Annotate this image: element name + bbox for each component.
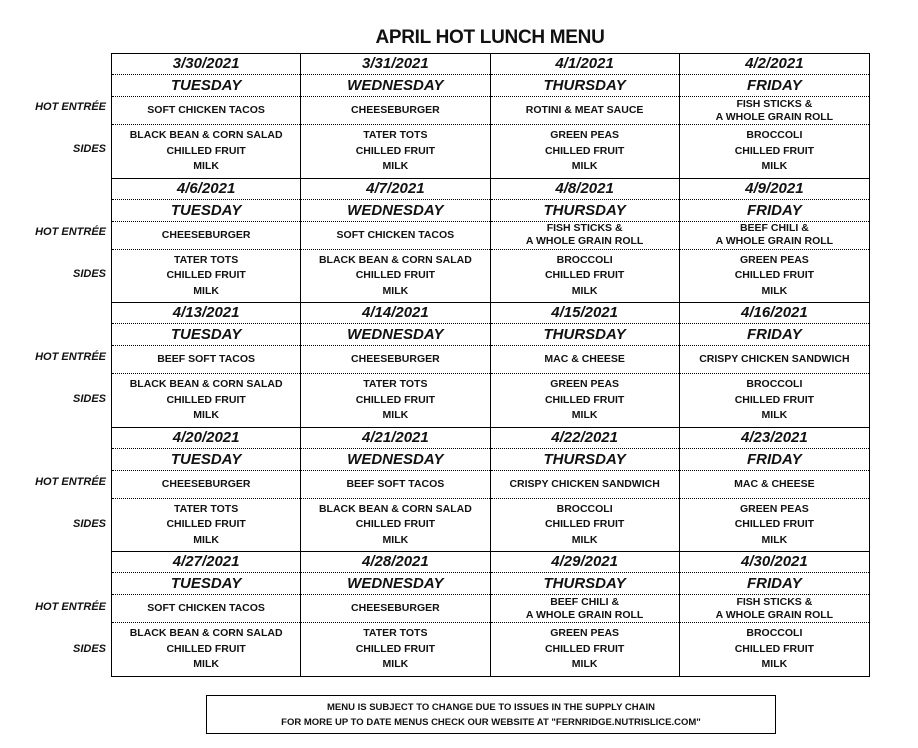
side-item: CHILLED FRUIT — [544, 393, 625, 406]
day-cell — [301, 54, 490, 178]
day-cell — [301, 303, 490, 427]
side-item: CHILLED FRUIT — [166, 518, 246, 530]
day-cell — [301, 552, 490, 676]
entree-item: BEEF CHILI & — [739, 222, 809, 234]
footer-line-2: FOR MORE UP TO DATE MENUS CHECK OUR WEBSITE AT "FERNRIDGE.NUTRISLICE.COM" — [281, 716, 701, 728]
sides-cell — [680, 499, 869, 552]
date-label: 4/28/2021 — [301, 552, 489, 573]
side-item: BROCCOLI — [556, 502, 613, 515]
week-row — [112, 179, 869, 304]
sides-cell — [491, 499, 679, 552]
entree-item: CHEESEBURGER — [161, 228, 251, 241]
entree-item: SOFT CHICKEN TACOS — [147, 602, 265, 614]
entree-cell — [301, 346, 489, 374]
date-label: 4/23/2021 — [680, 428, 869, 449]
entree-item: A WHOLE GRAIN ROLL — [715, 608, 834, 621]
side-item: BLACK BEAN & CORN SALAD — [318, 253, 472, 266]
weekday-label: FRIDAY — [680, 75, 869, 97]
week-row — [112, 54, 869, 179]
date-label: 4/9/2021 — [680, 179, 869, 200]
date-label: 4/21/2021 — [301, 428, 489, 449]
day-cell — [112, 54, 301, 178]
sides-cell — [112, 250, 300, 303]
sides-label: SIDES — [72, 268, 106, 280]
entree-cell — [680, 595, 869, 623]
side-item: TATER TOTS — [174, 253, 239, 266]
side-item: CHILLED FRUIT — [734, 518, 815, 530]
weekday-label: TUESDAY — [112, 75, 300, 97]
sides-cell — [680, 623, 869, 676]
side-item: GREEN PEAS — [739, 502, 809, 515]
side-item: GREEN PEAS — [739, 253, 809, 266]
weekday-label: THURSDAY — [491, 200, 679, 222]
side-item: MILK — [571, 409, 598, 421]
sides-cell — [112, 623, 300, 676]
day-cell — [491, 54, 680, 178]
side-item: CHILLED FRUIT — [166, 144, 246, 157]
side-item: CHILLED FRUIT — [544, 642, 625, 655]
entree-cell — [491, 222, 679, 250]
entree-item: A WHOLE GRAIN ROLL — [715, 110, 834, 123]
day-cell — [112, 552, 301, 676]
date-label: 4/7/2021 — [301, 179, 489, 200]
entree-item: FISH STICKS & — [546, 222, 623, 234]
sides-label: SIDES — [72, 393, 106, 405]
hot-entree-label: HOT ENTRÉE — [35, 476, 106, 488]
week-row — [112, 552, 869, 677]
date-label: 4/30/2021 — [680, 552, 869, 573]
date-label: 4/6/2021 — [112, 179, 300, 200]
day-cell — [680, 179, 869, 303]
side-item: TATER TOTS — [174, 502, 239, 515]
week-row — [112, 303, 869, 428]
side-item: CHILLED FRUIT — [544, 518, 625, 530]
date-label: 3/31/2021 — [301, 54, 489, 75]
entree-item: A WHOLE GRAIN ROLL — [525, 608, 644, 621]
side-item: TATER TOTS — [363, 129, 428, 141]
sides-cell — [112, 374, 300, 427]
side-item: BLACK BEAN & CORN SALAD — [129, 627, 283, 639]
day-cell — [680, 428, 869, 552]
side-item: MILK — [382, 409, 409, 421]
entree-cell — [112, 222, 300, 250]
weekday-label: WEDNESDAY — [301, 573, 489, 595]
day-cell — [491, 179, 680, 303]
entree-item: MAC & CHEESE — [544, 353, 625, 365]
weekday-label: TUESDAY — [112, 573, 300, 595]
date-label: 4/16/2021 — [680, 303, 869, 324]
side-item: CHILLED FRUIT — [166, 642, 246, 655]
date-label: 3/30/2021 — [112, 54, 300, 75]
side-item: MILK — [761, 284, 788, 297]
sides-cell — [491, 623, 679, 676]
side-item: GREEN PEAS — [550, 378, 620, 390]
day-cell — [491, 303, 680, 427]
menu-grid — [111, 53, 870, 677]
weekday-label: TUESDAY — [112, 449, 300, 471]
day-cell — [301, 179, 490, 303]
entree-item: CHEESEBURGER — [351, 602, 440, 614]
side-item: MILK — [571, 658, 598, 670]
side-item: MILK — [571, 533, 598, 546]
side-item: MILK — [571, 160, 598, 172]
sides-cell — [680, 250, 869, 303]
date-label: 4/29/2021 — [491, 552, 679, 573]
sides-cell — [680, 125, 869, 178]
side-item: BLACK BEAN & CORN SALAD — [129, 378, 283, 390]
side-item: CHILLED FRUIT — [166, 393, 246, 406]
hot-entree-label: HOT ENTRÉE — [35, 226, 106, 238]
entree-item: BEEF SOFT TACOS — [157, 353, 256, 365]
side-item: CHILLED FRUIT — [355, 642, 436, 655]
sides-cell — [491, 125, 679, 178]
entree-cell — [680, 471, 869, 499]
weekday-label: WEDNESDAY — [301, 75, 489, 97]
sides-cell — [112, 499, 300, 552]
side-item: GREEN PEAS — [550, 129, 620, 141]
side-item: BLACK BEAN & CORN SALAD — [129, 129, 283, 141]
entree-item: CHEESEBURGER — [351, 104, 440, 116]
side-item: MILK — [382, 658, 409, 670]
side-item: CHILLED FRUIT — [355, 393, 436, 406]
entree-item: FISH STICKS & — [736, 595, 813, 608]
sides-label: SIDES — [72, 518, 106, 530]
day-cell — [680, 303, 869, 427]
entree-item: A WHOLE GRAIN ROLL — [715, 235, 834, 247]
sides-cell — [301, 623, 489, 676]
entree-item: SOFT CHICKEN TACOS — [147, 104, 265, 116]
side-item: TATER TOTS — [363, 627, 428, 639]
side-item: MILK — [193, 533, 219, 546]
side-item: GREEN PEAS — [550, 627, 620, 639]
side-item: MILK — [761, 658, 788, 670]
side-item: BROCCOLI — [746, 129, 803, 141]
entree-cell — [301, 222, 489, 250]
side-item: CHILLED FRUIT — [166, 269, 246, 281]
side-item: BROCCOLI — [746, 378, 803, 390]
date-label: 4/27/2021 — [112, 552, 300, 573]
entree-item: CRISPY CHICKEN SANDWICH — [699, 353, 850, 365]
entree-cell — [491, 471, 679, 499]
entree-item: SOFT CHICKEN TACOS — [336, 228, 455, 241]
weekday-label: TUESDAY — [112, 324, 300, 346]
entree-cell — [680, 222, 869, 250]
entree-cell — [112, 97, 300, 125]
side-item: MILK — [571, 284, 598, 297]
date-label: 4/22/2021 — [491, 428, 679, 449]
entree-cell — [301, 471, 489, 499]
weekday-label: WEDNESDAY — [301, 324, 489, 346]
side-item: CHILLED FRUIT — [734, 642, 815, 655]
weekday-label: THURSDAY — [491, 75, 679, 97]
entree-cell — [680, 97, 869, 125]
weekday-label: WEDNESDAY — [301, 200, 489, 222]
sides-cell — [112, 125, 300, 178]
hot-entree-label: HOT ENTRÉE — [35, 601, 106, 613]
date-label: 4/13/2021 — [112, 303, 300, 324]
weekday-label: THURSDAY — [491, 573, 679, 595]
side-item: CHILLED FRUIT — [544, 269, 625, 281]
side-item: BLACK BEAN & CORN SALAD — [318, 502, 472, 515]
side-item: CHILLED FRUIT — [734, 269, 815, 281]
side-item: MILK — [193, 284, 219, 297]
weekday-label: THURSDAY — [491, 324, 679, 346]
sides-cell — [301, 499, 489, 552]
side-item: MILK — [761, 160, 788, 172]
side-item: MILK — [193, 658, 219, 670]
weekday-label: TUESDAY — [112, 200, 300, 222]
entree-item: BEEF SOFT TACOS — [346, 477, 445, 490]
side-item: CHILLED FRUIT — [734, 393, 815, 406]
date-label: 4/2/2021 — [680, 54, 869, 75]
entree-item: FISH STICKS & — [736, 97, 813, 110]
side-item: MILK — [761, 409, 788, 421]
side-item: CHILLED FRUIT — [355, 269, 436, 281]
side-item: MILK — [382, 284, 409, 297]
sides-label: SIDES — [72, 143, 106, 155]
weekday-label: THURSDAY — [491, 449, 679, 471]
date-label: 4/1/2021 — [491, 54, 679, 75]
weekday-label: FRIDAY — [680, 324, 869, 346]
entree-cell — [112, 471, 300, 499]
weekday-label: WEDNESDAY — [301, 449, 489, 471]
day-cell — [112, 303, 301, 427]
sides-cell — [301, 250, 489, 303]
date-label: 4/14/2021 — [301, 303, 489, 324]
entree-cell — [491, 97, 679, 125]
side-item: CHILLED FRUIT — [355, 144, 436, 157]
sides-label: SIDES — [72, 643, 106, 655]
entree-cell — [301, 595, 489, 623]
side-item: MILK — [382, 160, 409, 172]
entree-cell — [491, 346, 679, 374]
entree-cell — [112, 346, 300, 374]
side-item: MILK — [382, 533, 409, 546]
sides-cell — [301, 125, 489, 178]
weekday-label: FRIDAY — [680, 449, 869, 471]
side-item: CHILLED FRUIT — [355, 518, 436, 530]
entree-item: A WHOLE GRAIN ROLL — [525, 235, 644, 247]
side-item: CHILLED FRUIT — [734, 144, 815, 157]
side-item: MILK — [193, 160, 219, 172]
entree-item: CHEESEBURGER — [161, 477, 251, 490]
day-cell — [491, 552, 680, 676]
weekday-label: FRIDAY — [680, 573, 869, 595]
side-item: CHILLED FRUIT — [544, 144, 625, 157]
entree-cell — [680, 346, 869, 374]
entree-cell — [112, 595, 300, 623]
day-cell — [680, 54, 869, 178]
side-item: MILK — [193, 409, 219, 421]
date-label: 4/15/2021 — [491, 303, 679, 324]
date-label: 4/8/2021 — [491, 179, 679, 200]
side-item: BROCCOLI — [746, 627, 803, 639]
entree-cell — [301, 97, 489, 125]
side-item: TATER TOTS — [363, 378, 428, 390]
sides-cell — [491, 250, 679, 303]
sides-cell — [491, 374, 679, 427]
day-cell — [491, 428, 680, 552]
entree-cell — [491, 595, 679, 623]
day-cell — [301, 428, 490, 552]
entree-item: CHEESEBURGER — [351, 353, 440, 365]
page-title: APRIL HOT LUNCH MENU — [375, 27, 605, 48]
weekday-label: FRIDAY — [680, 200, 869, 222]
day-cell — [112, 179, 301, 303]
day-cell — [112, 428, 301, 552]
entree-item: BEEF CHILI & — [550, 595, 620, 608]
date-label: 4/20/2021 — [112, 428, 300, 449]
footer-notice — [206, 695, 776, 734]
side-item: BROCCOLI — [556, 253, 613, 266]
sides-cell — [301, 374, 489, 427]
hot-entree-label: HOT ENTRÉE — [35, 351, 106, 363]
day-cell — [680, 552, 869, 676]
side-item: MILK — [761, 533, 788, 546]
hot-entree-label: HOT ENTRÉE — [35, 101, 106, 113]
week-row — [112, 428, 869, 553]
footer-line-1: MENU IS SUBJECT TO CHANGE DUE TO ISSUES IN THE SUPPLY CHAIN — [327, 701, 655, 713]
sides-cell — [680, 374, 869, 427]
entree-item: MAC & CHEESE — [734, 477, 815, 490]
entree-item: ROTINI & MEAT SAUCE — [525, 104, 644, 116]
entree-item: CRISPY CHICKEN SANDWICH — [509, 477, 660, 490]
